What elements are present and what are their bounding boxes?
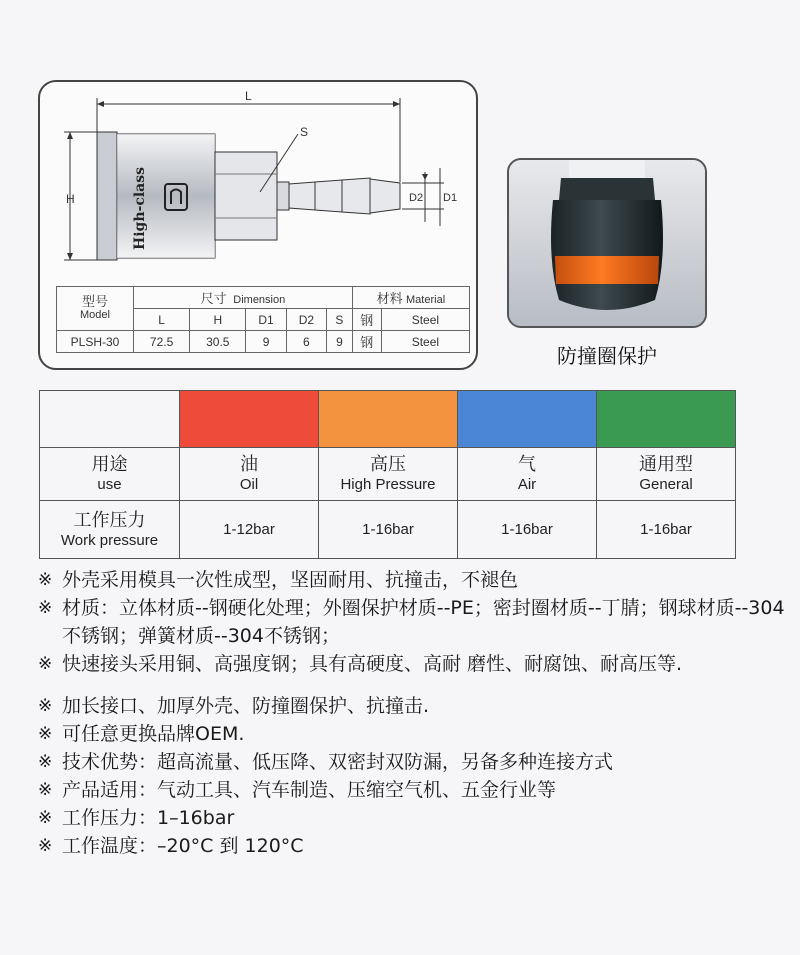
spec-col-L: L (134, 309, 190, 331)
use-general: 通用型 General (597, 448, 736, 501)
note-marker-icon: ※ (38, 808, 53, 828)
pressure-general: 1-16bar (597, 501, 736, 559)
product-photo (507, 158, 707, 328)
note-marker-icon: ※ (38, 752, 53, 772)
spec-col-S: S (327, 309, 353, 331)
color-table-corner (40, 391, 180, 448)
note-item: ※ 材质：立体材质--钢硬化处理；外圈保护材质--PE；密封圈材质--丁腈；钢球材质--304不锈钢；弹簧材质--304不锈钢； (38, 594, 798, 650)
note-marker-icon: ※ (38, 724, 53, 744)
arrow-icon (97, 101, 104, 107)
note-marker-icon: ※ (38, 780, 53, 800)
note-item: ※ 可任意更换品牌OEM. (38, 720, 798, 748)
arrow-icon (67, 253, 73, 260)
arrow-icon (67, 132, 73, 139)
dim-label-L: L (245, 89, 252, 103)
dim-label-S: S (300, 125, 309, 139)
spec-header-model: 型号 Model (57, 287, 134, 331)
note-marker-icon: ※ (38, 654, 53, 674)
spec-col-material-cn: 钢 (352, 309, 381, 331)
spec-header-material: 材料 Material (352, 287, 469, 309)
coupler-sleeve (551, 200, 663, 310)
arrow-icon (393, 101, 400, 107)
pressure-air: 1-16bar (458, 501, 597, 559)
dim-label-D2: D2 (409, 192, 424, 204)
spec-cell-material-cn: 钢 (352, 331, 381, 353)
note-item: ※ 产品适用：气动工具、汽车制造、压缩空气机、五金行业等 (38, 776, 798, 804)
orange-bumper-ring (555, 256, 659, 284)
spec-cell-H: 30.5 (190, 331, 246, 353)
coupler-photo-illustration (509, 160, 705, 326)
arrow-icon (422, 174, 428, 180)
spec-table (56, 286, 470, 353)
technical-drawing-panel (38, 80, 478, 370)
use-high-pressure: 高压 High Pressure (319, 448, 458, 501)
note-item: ※ 技术优势：超高流量、低压降、双密封双防漏，另备多种连接方式 (38, 748, 798, 776)
feature-notes (38, 566, 798, 860)
color-swatch-green (597, 391, 736, 448)
spec-cell-material-en: Steel (381, 331, 469, 353)
spec-col-D1: D1 (246, 309, 286, 331)
spec-col-material-en: Steel (381, 309, 469, 331)
spec-cell-S: 9 (327, 331, 353, 353)
color-swatch-red (180, 391, 319, 448)
spec-col-H: H (190, 309, 246, 331)
dim-label-H: H (66, 192, 75, 206)
coupler-sleeve-ring (97, 132, 117, 260)
hex-nut (215, 152, 277, 240)
note-item: ※ 外壳采用模具一次性成型，坚固耐用、抗撞击，不褪色 (38, 566, 798, 594)
dim-label-D1: D1 (443, 192, 458, 204)
note-item: ※ 快速接头采用铜、高强度钢；具有高硬度、高耐 磨性、耐腐蚀、耐高压等. (38, 650, 798, 678)
note-marker-icon: ※ (38, 696, 53, 716)
pressure-header: 工作压力 Work pressure (40, 501, 180, 559)
body-engraving: High-class (132, 166, 148, 250)
use-air: 气 Air (458, 448, 597, 501)
note-marker-icon: ※ (38, 836, 53, 856)
spec-cell-model: PLSH-30 (57, 331, 134, 353)
hose-barb (370, 179, 400, 213)
note-item: ※ 加长接口、加厚外壳、防撞圈保护、抗撞击. (38, 692, 798, 720)
color-usage-table (39, 390, 736, 559)
use-oil: 油 Oil (180, 448, 319, 501)
note-marker-icon: ※ (38, 570, 53, 590)
spec-cell-D2: 6 (286, 331, 326, 353)
spec-header-dimension: 尺寸 Dimension (134, 287, 353, 309)
note-item: ※ 工作温度：–20°C 到 120°C (38, 832, 798, 860)
spec-cell-L: 72.5 (134, 331, 190, 353)
use-header: 用途 use (40, 448, 180, 501)
spec-col-D2: D2 (286, 309, 326, 331)
pressure-high-pressure: 1-16bar (319, 501, 458, 559)
pressure-oil: 1-12bar (180, 501, 319, 559)
note-item: ※ 工作压力：1–16bar (38, 804, 798, 832)
spec-cell-D1: 9 (246, 331, 286, 353)
color-swatch-orange (319, 391, 458, 448)
photo-caption: 防撞圈保护 (557, 344, 657, 368)
color-swatch-blue (458, 391, 597, 448)
note-marker-icon: ※ (38, 598, 53, 618)
